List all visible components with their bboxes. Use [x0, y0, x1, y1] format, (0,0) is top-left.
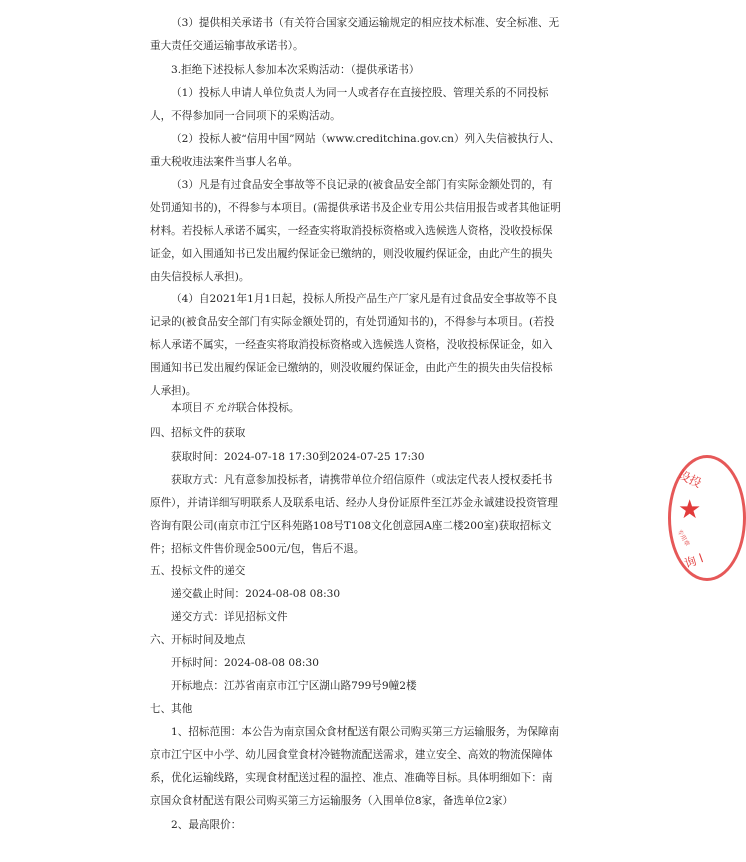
seal-text-top: 设投	[675, 467, 704, 491]
refuse-item-2: （2）投标人被“信用中国”网站（www.creditchina.gov.cn）列入失信被执行人、重大税收违法案件当事人名单。	[150, 133, 560, 168]
consortium-suffix: 联合体投标。	[235, 402, 300, 414]
section7-title: 七、其他	[150, 703, 193, 715]
section5-method: 递交方式：详见招标文件	[171, 611, 288, 623]
section6-title: 六、开标时间及地点	[150, 634, 246, 646]
refuse-title: 3.拒绝下述投标人参加本次采购活动：（提供承诺书）	[171, 64, 420, 76]
section6-place: 开标地点：江苏省南京市江宁区湖山路799号9幢2楼	[171, 680, 417, 692]
seal-star-icon: ★	[678, 495, 702, 525]
section5-title: 五、投标文件的递交	[150, 565, 246, 577]
section4-time: 获取时间：2024-07-18 17:30到2024-07-25 17:30	[171, 451, 425, 463]
refuse-item-1: （1）投标人申请人单位负责人为同一人或者存在直接控股、管理关系的不同投标人，不得参加同一合同项下的采购活动。	[150, 87, 549, 122]
section4-title: 四、招标文件的获取	[150, 427, 246, 439]
section6-time: 开标时间：2024-08-08 08:30	[171, 657, 319, 669]
refuse-item-4: （4）自2021年1月1日起，投标人所投产品生产厂家凡是有过食品安全事故等不良记录的(被食品安全部门有实际金额处罚的，有处罚通知书的)，不得参与本项目。(若投标人承诺不属实，一经查实将取消投标资格或入选候选人资格，没收投标保证金，如入围通知书已发出履约保证金已缴纳的，则没收履约保证金，由此产生的损失由失信投标人承担)。	[150, 293, 558, 397]
condition-3: （3）提供相关承诺书（有关符合国家交通运输规定的相应技术标准、安全标准、无重大责任交通运输事故承诺书）。	[150, 17, 560, 52]
seal-text-mid: 专用章	[675, 528, 691, 548]
section5-deadline: 递交截止时间：2024-08-08 08:30	[171, 588, 341, 600]
consortium-value: 不 允许	[202, 403, 236, 414]
section4-method: 获取方式：凡有意参加投标者，请携带单位介绍信原件（或法定代表人授权委托书原件），并请详细写明联系人及联系电话、经办人身份证原件至江苏金永诚建设投资管理咨询有限公司(南京市江宁区科苑路108号T108文化创意园A座二楼200室)获取招标文件；招标文件售价现金500元/包，售后不退。	[150, 474, 558, 555]
consortium-line	[150, 397, 562, 420]
section7-scope: 1、招标范围：本公告为南京国众食材配送有限公司购买第三方运输服务，为保障南京市江宁区中小学、幼儿园食堂食材冷链物流配送需求，建立安全、高效的物流保障体系，优化运输线路，实现食材配送过程的温控、准点、准确等目标。具体明细如下：南京国众食材配送有限公司购买第三方运输服务（入围单位8家，备选单位2家）	[150, 726, 560, 807]
refuse-item-3: （3）凡是有过食品安全事故等不良记录的(被食品安全部门有实际金额处罚的，有处罚通知书的)，不得参与本项目。(需提供承诺书及企业专用公共信用报告或者其他证明材料。若投标人承诺不属实，一经查实将取消投标资格或入选候选人资格，没收投标保证金，如入围通知书已发出履约保证金已缴纳的，则没收履约保证金，由此产生的损失由失信投标人承担)。	[150, 179, 561, 283]
section7-max-price: 2、最高限价：	[171, 819, 242, 831]
consortium-prefix: 本项目	[171, 402, 203, 414]
seal-text-bottom: 询 l	[682, 551, 706, 571]
